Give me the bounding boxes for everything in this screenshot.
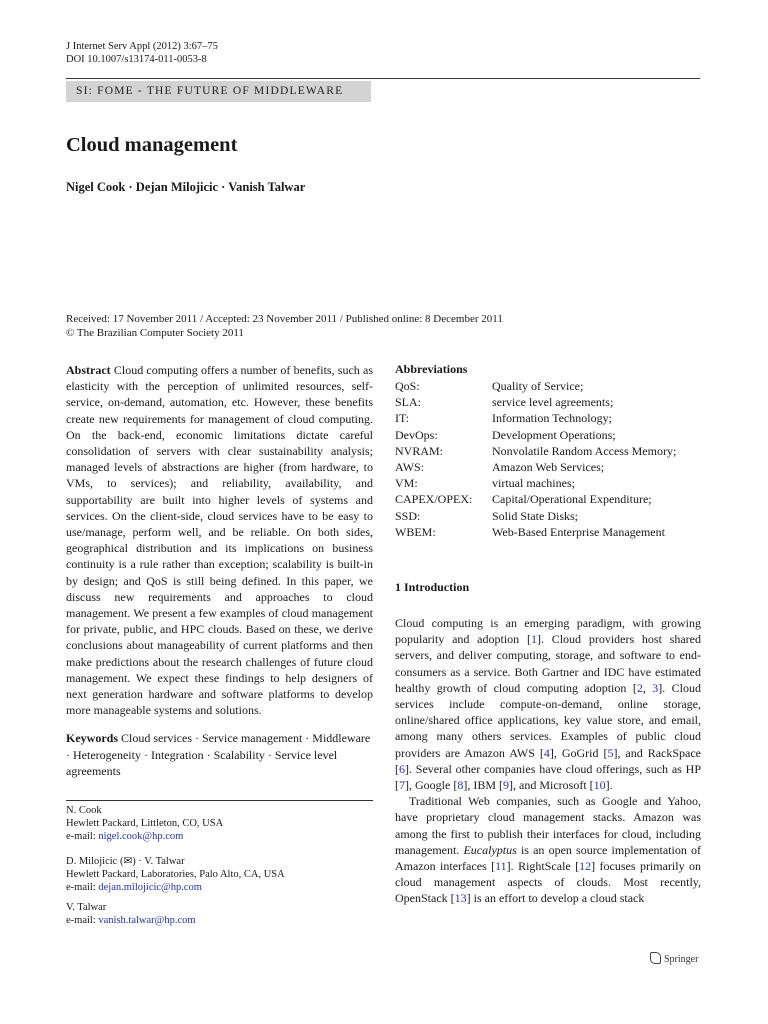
text-run: Traditional Web companies, such as Google and Yahoo, have proprietary cloud management stacks. Amazon was among the first to publish their interfaces for cloud, including management. bbox=[395, 794, 701, 857]
affiliation-2 bbox=[66, 856, 373, 894]
intro-paragraph-1 bbox=[395, 615, 701, 793]
text-run: , bbox=[642, 680, 653, 695]
abstract bbox=[66, 362, 373, 718]
citation-link[interactable]: 2 bbox=[636, 680, 643, 695]
abbreviation-row bbox=[395, 459, 676, 475]
abbreviation-row bbox=[395, 378, 676, 394]
text-run: ], IBM [ bbox=[463, 778, 503, 793]
citation-link[interactable]: 8 bbox=[457, 778, 464, 793]
publisher-name: Springer bbox=[664, 954, 699, 965]
citation-link[interactable]: 4 bbox=[543, 745, 550, 760]
abbreviation-value: Capital/Operational Expenditure; bbox=[492, 492, 652, 507]
dates-line: Received: 17 November 2011 / Accepted: 23 November 2011 / Published online: 8 December 2011 bbox=[66, 313, 503, 325]
keywords-text: Cloud services · Service management · Middleware · Heterogeneity · Integration · Scalability · Service level agreements bbox=[66, 731, 371, 778]
affiliation-name: D. Milojicic (✉) · V. Talwar bbox=[66, 856, 185, 867]
text-run: ], GoGrid [ bbox=[549, 745, 608, 760]
author-list: Nigel Cook · Dejan Milojicic · Vanish Talwar bbox=[66, 180, 306, 194]
citation-link[interactable]: 1 bbox=[530, 632, 537, 647]
abbreviation-key: NVRAM: bbox=[395, 443, 444, 458]
abbreviation-value: virtual machines; bbox=[492, 476, 575, 491]
text-run: ]. RightScale [ bbox=[506, 859, 580, 874]
text-run: ], and Microsoft [ bbox=[509, 778, 594, 793]
citation-link[interactable]: 11 bbox=[495, 859, 507, 874]
abbreviation-key: CAPEX/OPEX: bbox=[395, 492, 473, 507]
abbreviation-row bbox=[395, 524, 676, 540]
affiliation-name: V. Talwar bbox=[66, 902, 107, 913]
abbreviation-value: Development Operations; bbox=[492, 427, 616, 442]
abstract-column bbox=[66, 362, 373, 779]
abbreviation-row bbox=[395, 475, 676, 491]
abbreviation-key: DevOps: bbox=[395, 427, 438, 442]
abbreviation-key: SLA: bbox=[395, 395, 422, 410]
publisher-logo bbox=[650, 952, 698, 965]
abbreviation-value: Solid State Disks; bbox=[492, 508, 579, 523]
text-run: ]. Several other companies have cloud offerings, such as HP [ bbox=[395, 761, 701, 793]
citation-link[interactable]: 7 bbox=[399, 778, 405, 793]
abbreviation-row bbox=[395, 491, 676, 507]
abbreviations-heading: Abbreviations bbox=[395, 362, 468, 376]
publication-dates bbox=[66, 313, 503, 340]
citation-link[interactable]: 13 bbox=[454, 891, 467, 906]
special-issue-banner bbox=[66, 81, 371, 102]
abbreviations-list bbox=[395, 378, 676, 540]
text-run: ] focuses primarily on cloud management aspects of clouds. Most recently, OpenStack [ bbox=[395, 859, 701, 906]
abbreviation-key: SSD: bbox=[395, 508, 421, 523]
affiliation-rule bbox=[66, 800, 373, 801]
email-label: e-mail: bbox=[66, 881, 96, 893]
email-link[interactable]: dejan.milojicic@hp.com bbox=[98, 881, 202, 893]
abbreviation-row bbox=[395, 410, 676, 426]
copyright-line: © The Brazilian Computer Society 2011 bbox=[66, 326, 244, 339]
abbreviation-row bbox=[395, 394, 676, 410]
abbreviation-key: QoS: bbox=[395, 379, 420, 393]
keywords-label: Keywords bbox=[66, 731, 118, 746]
email-link[interactable]: vanish.talwar@hp.com bbox=[98, 914, 196, 926]
text-run: is an open source implementation of Amazon interfaces [ bbox=[395, 842, 701, 874]
citation-link[interactable]: 5 bbox=[607, 745, 614, 760]
text-run: ] is an effort to develop a cloud stack bbox=[466, 891, 645, 906]
email-link[interactable]: nigel.cook@hp.com bbox=[98, 830, 184, 842]
abbreviation-row bbox=[395, 508, 676, 524]
abstract-label: Abstract bbox=[66, 363, 111, 377]
affiliation-3 bbox=[66, 902, 373, 928]
special-issue-label: SI: FOME - THE FUTURE OF MIDDLEWARE bbox=[76, 85, 344, 97]
abbreviation-value: service level agreements; bbox=[492, 395, 614, 410]
affiliation-org: Hewlett Packard, Laboratories, Palo Alto, CA, USA bbox=[66, 868, 285, 880]
citation-link[interactable]: 10 bbox=[593, 778, 606, 793]
keywords bbox=[66, 730, 373, 779]
email-label: e-mail: bbox=[66, 830, 96, 842]
abbreviation-row bbox=[395, 443, 676, 459]
citation-link[interactable]: 12 bbox=[579, 859, 592, 874]
section-heading-introduction: 1 Introduction bbox=[395, 580, 470, 594]
abbreviation-value: Web-Based Enterprise Management bbox=[492, 524, 665, 539]
email-label: e-mail: bbox=[66, 914, 96, 926]
abstract-text: Cloud computing offers a number of benefits, such as elasticity with the perception of unlimited resources, self-service, on-demand, automation, etc. However, these benefits create new requirements for management of cloud computing. On the back-end, economic limitations dictate careful consolidation of servers with clear sustainability analysis; managed levels of abstractions are higher (from hardware, to VMs, to services); and reliability, availability, and supportability are built into higher levels of systems and services. On the client-side, cloud services have to be easy to use/manage, perform well, and be reliable. On both sides, geographical distribution and its implications on business continuity is a rule rather than exception; scalability is built-in by design; and QoS is still being defined. In this paper, we discuss new requirements and approaches to cloud management. We present a few examples of cloud management for private, public, and HPC clouds. Based on these, we derive conclusions about manageability of current platforms and then make predictions about the research challenges of future cloud management. We expect these findings to help designers of next generation hardware and software platforms to develop more manageable systems and solutions. bbox=[66, 363, 374, 718]
abbreviation-value: Information Technology; bbox=[492, 411, 612, 426]
text-run: ]. Cloud providers host shared servers, and deliver computing, storage, and software to end-consumers as a service. Both Gartner and IDC have estimated healthy growth of cloud computing adoption [ bbox=[395, 632, 702, 695]
affiliation-1 bbox=[66, 805, 373, 843]
emphasis-text: Eucalyptus bbox=[463, 842, 517, 857]
paper-title: Cloud management bbox=[66, 134, 238, 156]
text-run: Cloud computing is an emerging paradigm, with growing popularity and adoption [ bbox=[395, 616, 701, 647]
abbreviation-value: Amazon Web Services; bbox=[492, 460, 605, 475]
citation-link[interactable]: 6 bbox=[399, 761, 405, 776]
header-rule bbox=[66, 78, 700, 79]
abbreviation-key: AWS: bbox=[395, 460, 425, 475]
intro-paragraph-2 bbox=[395, 793, 701, 906]
abbreviation-row bbox=[395, 427, 676, 443]
text-run: ]. bbox=[605, 778, 613, 793]
abbreviation-value: Quality of Service; bbox=[492, 379, 584, 393]
text-run: ], and RackSpace [ bbox=[395, 745, 702, 776]
text-run: ]. Cloud services include compute-on-demand, online storage, online/shared office applications, key value store, and email, among many others services. Examples of public cloud providers are Amazon AWS [ bbox=[395, 680, 701, 760]
introduction-body bbox=[395, 615, 701, 907]
abbreviation-key: IT: bbox=[395, 411, 410, 426]
citation-link[interactable]: 3 bbox=[652, 680, 659, 695]
springer-horse-icon bbox=[650, 952, 661, 964]
text-run: ], Google [ bbox=[405, 778, 458, 793]
affiliation-org: Hewlett Packard, Littleton, CO, USA bbox=[66, 817, 224, 829]
abbreviation-key: WBEM: bbox=[395, 524, 436, 539]
journal-citation: J Internet Serv Appl (2012) 3:67–75 bbox=[66, 41, 218, 52]
abbreviation-key: VM: bbox=[395, 476, 418, 491]
affiliation-name: N. Cook bbox=[66, 805, 102, 816]
abbreviation-value: Nonvolatile Random Access Memory; bbox=[492, 443, 677, 458]
doi: DOI 10.1007/s13174-011-0053-8 bbox=[66, 54, 207, 65]
citation-link[interactable]: 9 bbox=[503, 778, 509, 793]
